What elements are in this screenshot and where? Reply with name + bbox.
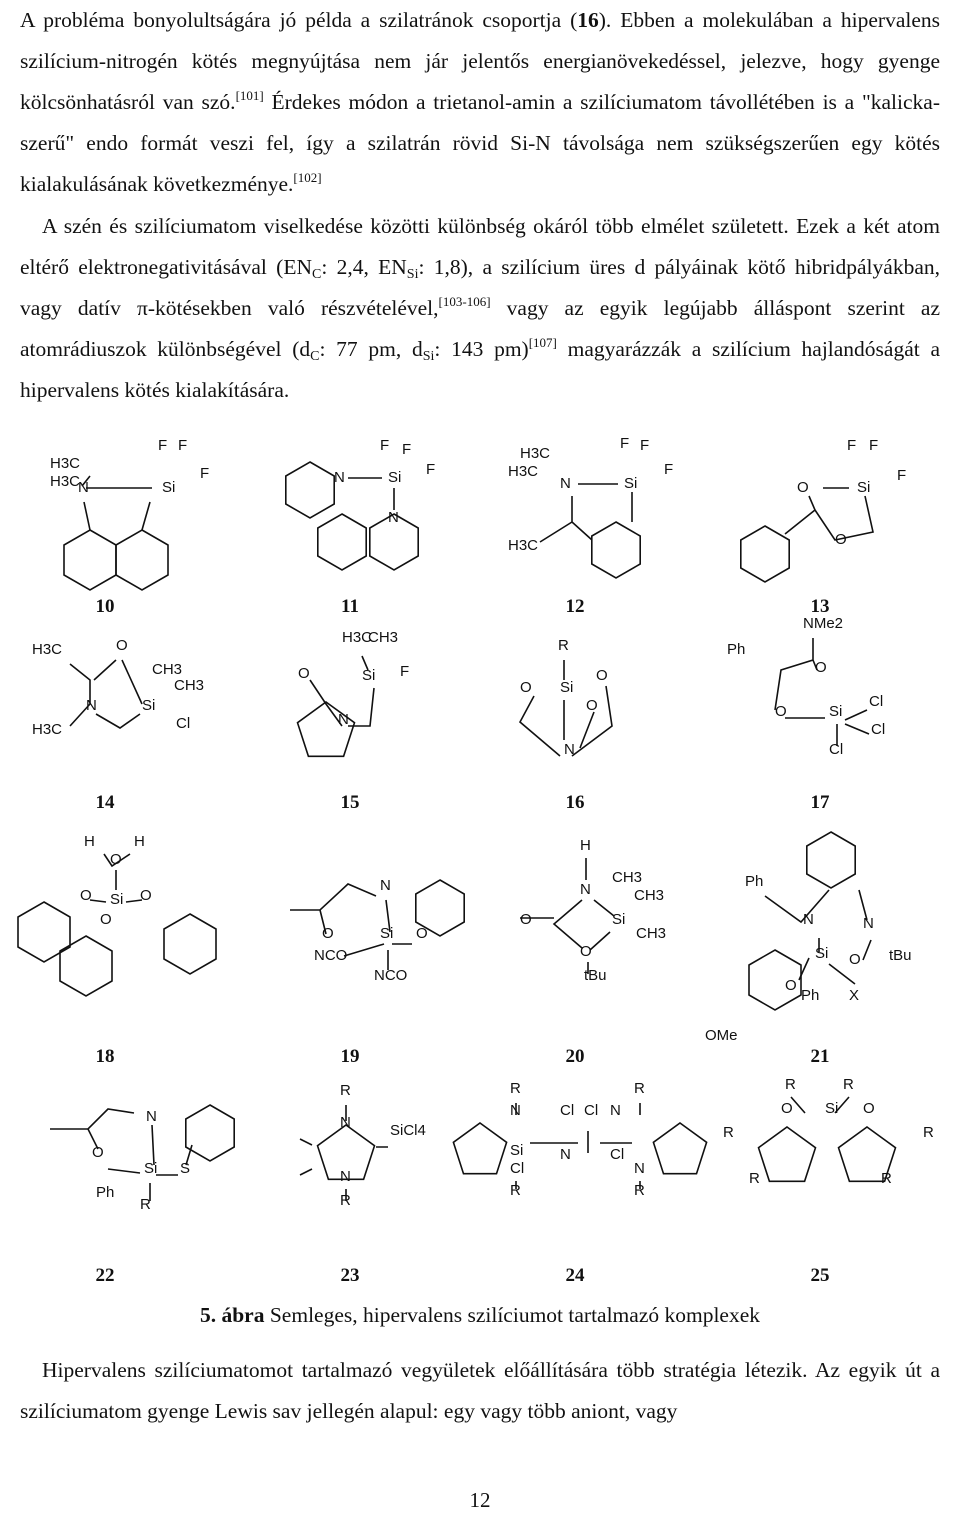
compound-18-structure	[50, 833, 220, 1000]
atom-label: Cl	[176, 715, 191, 732]
atom-label: Si	[560, 679, 574, 696]
atom-label: Si	[612, 911, 626, 928]
atom-label: N	[803, 911, 814, 928]
atom-label: CH3	[174, 677, 205, 694]
atom-label: Ph	[727, 641, 746, 658]
atom-label: R	[634, 1182, 645, 1199]
atom-label: O	[520, 911, 532, 928]
atom-label: R	[749, 1170, 760, 1187]
compound-12-structure	[508, 430, 690, 590]
structure-drawing	[290, 840, 460, 1000]
atom-label: F	[380, 437, 390, 454]
compound-number: 20	[565, 1046, 585, 1067]
citation: [101]	[235, 88, 264, 103]
atom-label: N	[86, 697, 97, 714]
atom-label: F	[869, 437, 879, 454]
atom-label: F	[897, 467, 907, 484]
compound-number: 25	[810, 1265, 830, 1286]
atom-label: Ph	[801, 987, 820, 1004]
atom-label: O	[298, 665, 310, 682]
atom-label: O	[781, 1100, 793, 1117]
compound-22-structure	[50, 1085, 220, 1245]
bond-line	[318, 514, 366, 570]
compound-number: 11	[341, 596, 359, 617]
atom-label: H3C	[520, 445, 551, 462]
atom-label: CH3	[636, 925, 667, 942]
paragraph-1: A probléma bonyolultságára jó példa a szilatránok csoportja (16). Ebben a molekulában a hipervalens szilícium-nitrogén kötés megnyújtása nem jár jelentős energianövekedéssel, jelezve, hogy gyenge kölcsönhatásról van szó.[101] Érdekes módon a trietanol-amin a szilíciumatom távollétében is a "kalicka-szerű" endo formát veszi fel, így a szilatrán rövid Si-N távolsága nem szükségszerűen egy kötés kialakulásának következménye.[102]	[20, 8, 940, 196]
compound-20-structure	[520, 837, 690, 1000]
atom-label: O	[416, 925, 428, 942]
structure-drawing	[290, 630, 460, 790]
atom-label: N	[146, 1108, 157, 1125]
atom-label: Cl	[610, 1146, 625, 1163]
atom-label: Cl	[584, 1102, 599, 1119]
atom-label: O	[110, 851, 122, 868]
atom-label: R	[510, 1080, 521, 1097]
compound-10-structure	[50, 430, 220, 590]
compound-21-structure	[705, 840, 915, 1044]
atom-label: F	[400, 663, 410, 680]
atom-label: H3C	[50, 473, 81, 490]
compound-11-structure	[290, 430, 460, 590]
compound-13-structure	[745, 430, 915, 590]
atom-label: F	[178, 437, 188, 454]
atom-label: F	[200, 465, 210, 482]
atom-label: F	[158, 437, 168, 454]
bond-line	[592, 522, 640, 578]
atom-label: O	[92, 1144, 104, 1161]
atom-label: N	[510, 1102, 521, 1119]
bond-line	[775, 638, 869, 746]
atom-label: F	[620, 435, 630, 452]
compound-number: 24	[565, 1265, 585, 1286]
structure-drawing	[508, 430, 690, 590]
compound-23-structure	[290, 1082, 460, 1245]
atom-label: H	[134, 833, 145, 850]
atom-label: R	[558, 637, 569, 654]
atom-label: H	[580, 837, 591, 854]
structure-drawing	[50, 430, 220, 590]
atom-label: NMe2	[803, 615, 844, 632]
compound-number: 13	[810, 596, 830, 617]
bond-line	[82, 476, 152, 530]
atom-label: F	[640, 437, 650, 454]
atom-label: N	[380, 877, 391, 894]
structure-drawing	[50, 833, 220, 1000]
atom-label: O	[785, 977, 797, 994]
atom-label: O	[100, 911, 112, 928]
compound-number: 17	[810, 792, 830, 813]
atom-label: SiCl4	[390, 1122, 426, 1139]
bond-line	[64, 530, 116, 590]
structure-drawing	[32, 630, 220, 790]
bond-line	[286, 462, 334, 518]
citation: [103-106]	[438, 294, 491, 309]
structure-drawing	[520, 837, 690, 1000]
atom-label: R	[510, 1182, 521, 1199]
compound-number: 21	[810, 1046, 830, 1067]
compound-number: 14	[95, 792, 115, 813]
atom-label: O	[116, 637, 128, 654]
atom-label: N	[560, 475, 571, 492]
compound-number: 18	[95, 1046, 115, 1067]
atom-label: F	[847, 437, 857, 454]
atom-label: O	[835, 531, 847, 548]
atom-label: O	[775, 703, 787, 720]
atom-label: R	[140, 1196, 151, 1213]
atom-label: H	[84, 833, 95, 850]
bond-line	[18, 902, 70, 962]
bond-line	[741, 526, 789, 582]
atom-label: N	[340, 1168, 351, 1185]
bond-line	[60, 936, 112, 996]
atom-label: Cl	[871, 721, 886, 738]
bond-line	[653, 1123, 706, 1174]
atom-label: O	[322, 925, 334, 942]
atom-label: H3C	[32, 721, 63, 738]
structure-drawing	[510, 1080, 690, 1245]
atom-label: N	[610, 1102, 621, 1119]
atom-label: R	[340, 1192, 351, 1209]
atom-label: Si	[829, 703, 843, 720]
structure-drawing	[50, 1085, 220, 1245]
atom-label: OMe	[705, 1027, 738, 1044]
bond-line	[520, 858, 614, 974]
atom-label: R	[923, 1124, 934, 1141]
bond-line	[540, 484, 632, 542]
compound-24-structure	[510, 1080, 690, 1245]
compound-15-structure	[290, 630, 460, 790]
atom-label: O	[140, 887, 152, 904]
atom-label: O	[863, 1100, 875, 1117]
compound-number: 22	[95, 1265, 115, 1286]
atom-label: O	[586, 697, 598, 714]
paragraph-2: A szén és szilíciumatom viselkedése közötti különbség okáról több elmélet született. Ezek a két atom eltérő elektronegativitásával ($EN_C$: 2,4, $EN_{Si}$: 1,8), a szilícium üres d pályáinak kötő hibridpályákban, vagy datív π-kötésekben való részvételével,[103-106] vagy az egyik legújabb álláspont szerint az atomrádiuszok különbségével ($d_C$: 77 pm, $d_{Si}$: 143 pm)[107] magyarázzák a szilícium hajlandóságát a hipervalens kötés kialakítására.	[20, 214, 940, 402]
bond-line	[453, 1123, 506, 1174]
atom-label: Si	[144, 1160, 158, 1177]
atom-label: O	[797, 479, 809, 496]
atom-label: CH3	[612, 869, 643, 886]
bond-line	[765, 890, 871, 984]
compound-number: 12	[565, 596, 585, 617]
atom-label: H3C	[508, 537, 539, 554]
atom-label: NCO	[374, 967, 408, 984]
atom-label: R	[340, 1082, 351, 1099]
citation: [107]	[528, 335, 557, 350]
atom-label: Si	[388, 469, 402, 486]
atom-label: F	[664, 461, 674, 478]
atom-label: Si	[510, 1142, 524, 1159]
atom-label: Si	[362, 667, 376, 684]
atom-label: N	[334, 469, 345, 486]
compound-17-structure	[727, 615, 915, 790]
atom-label: Ph	[96, 1184, 115, 1201]
atom-label: F	[426, 461, 436, 478]
atom-label: O	[520, 679, 532, 696]
atom-label: Si	[162, 479, 176, 496]
atom-label: N	[338, 711, 349, 728]
structure-drawing	[723, 1076, 934, 1245]
atom-label: H3C	[508, 463, 539, 480]
bond-line	[791, 1097, 849, 1113]
bond-line	[164, 914, 216, 974]
atom-label: tBu	[889, 947, 912, 964]
atom-label: O	[596, 667, 608, 684]
atom-label: H3C	[50, 455, 81, 472]
compound-number: 16	[565, 792, 585, 813]
structure-drawing	[745, 430, 915, 590]
citation: [102]	[293, 170, 322, 185]
compound-14-structure	[32, 630, 220, 790]
atom-label: tBu	[584, 967, 607, 984]
atom-label: R	[634, 1080, 645, 1097]
atom-label: R	[723, 1124, 734, 1141]
paragraph-3: Hipervalens szilíciumatomot tartalmazó vegyületek előállítására több stratégia létezik. Az egyik út a szilíciumatom gyenge Lewis sav jellegén alapul: egy vagy több aniont, vagy	[20, 1358, 940, 1423]
atom-label: NCO	[314, 947, 348, 964]
atom-label: S	[180, 1160, 191, 1177]
atom-label: Si	[380, 925, 394, 942]
atom-label: CH3	[152, 661, 183, 678]
atom-label: H3C	[342, 629, 373, 646]
compound-number: 23	[340, 1265, 360, 1286]
atom-label: Cl	[829, 741, 844, 758]
atom-label: Si	[825, 1100, 839, 1117]
atom-label: CH3	[634, 887, 665, 904]
atom-label: N	[560, 1146, 571, 1163]
atom-label: H3C	[32, 641, 63, 658]
bond-line	[116, 530, 168, 590]
atom-label: Si	[624, 475, 638, 492]
atom-label: R	[881, 1170, 892, 1187]
structure-drawing	[727, 615, 915, 790]
compound-25-structure	[723, 1076, 934, 1245]
bond-line	[50, 1109, 192, 1201]
compound-19-structure	[290, 840, 460, 1000]
atom-label: N	[78, 479, 89, 496]
atom-label: O	[580, 943, 592, 960]
compound-number: 19	[340, 1046, 360, 1067]
atom-label: N	[580, 881, 591, 898]
compound-number: 10	[95, 596, 115, 617]
atom-label: Si	[110, 891, 124, 908]
atom-label: N	[340, 1114, 351, 1131]
structure-drawing	[520, 630, 690, 790]
atom-label: Ph	[745, 873, 764, 890]
atom-label: O	[815, 659, 827, 676]
bond-line	[186, 1105, 234, 1161]
atom-label: Cl	[869, 693, 884, 710]
figure-5	[0, 420, 960, 1300]
structure-drawing	[290, 1082, 460, 1245]
atom-label: Si	[815, 945, 829, 962]
bond-line	[290, 884, 412, 970]
atom-label: R	[843, 1076, 854, 1093]
bond-line	[759, 1127, 816, 1181]
structure-drawing	[290, 430, 460, 590]
atom-label: X	[849, 987, 860, 1004]
atom-label: Si	[142, 697, 156, 714]
atom-label: O	[849, 951, 861, 968]
compound-16-structure	[520, 630, 690, 790]
page-number: 12	[469, 1488, 491, 1512]
atom-label: Cl	[560, 1102, 575, 1119]
structure-drawing	[705, 840, 915, 1044]
bond-line	[807, 832, 855, 888]
atom-label: N	[564, 741, 575, 758]
atom-label: Si	[857, 479, 871, 496]
atom-label: O	[80, 887, 92, 904]
atom-label: F	[402, 441, 412, 458]
bond-line	[70, 660, 142, 728]
atom-label: Cl	[510, 1160, 525, 1177]
atom-label: R	[785, 1076, 796, 1093]
compound-number: 15	[340, 792, 360, 813]
atom-label: CH3	[368, 629, 399, 646]
atom-label: N	[388, 509, 399, 526]
atom-label: N	[863, 915, 874, 932]
figure-caption: 5. ábra Semleges, hipervalens szilíciumot tartalmazó komplexek	[199, 1303, 761, 1327]
atom-label: N	[634, 1160, 645, 1177]
